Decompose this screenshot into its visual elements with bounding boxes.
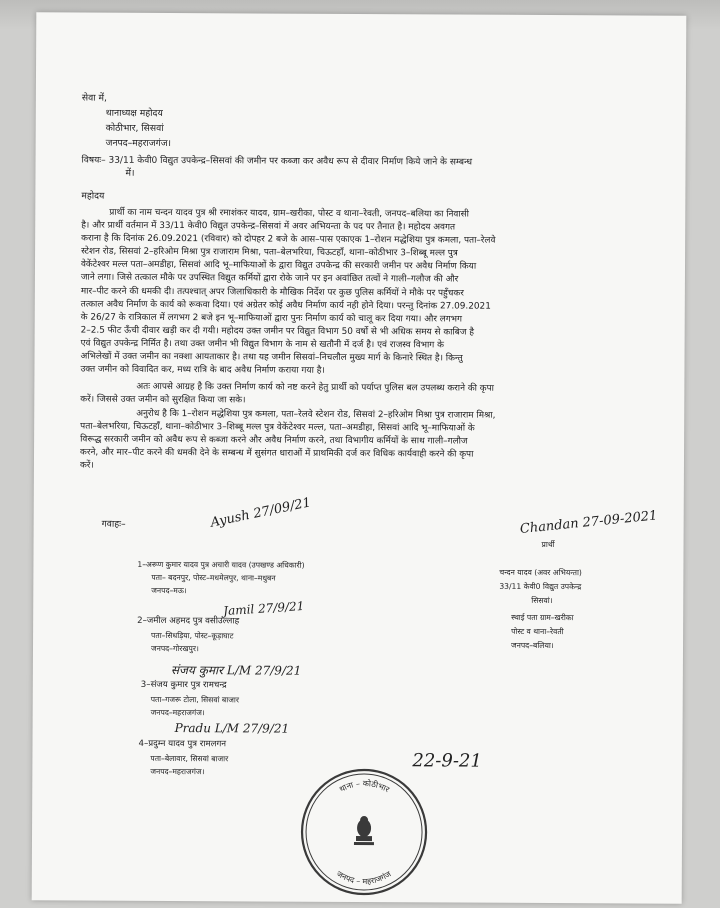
para2-line: अतः आपसे आग्रह है कि उक्त निर्माण कार्य को नष्ट करने हेतु प्रार्थी को पर्याप्त पुलिस बल उपलब्ध कराने की कृपा: [136, 381, 494, 394]
para1-line: प्रार्थी का नाम चन्दन यादव पुत्र श्री रमाशंकर यादव, ग्राम–खरीका, पोस्ट व थाना–रेवती, जनपद–बलिया का निवासी: [109, 207, 470, 220]
sender-address-village: स्थाई पता ग्राम–खरीका: [511, 612, 574, 623]
para1-line: वेकेंटेश्वर मल्ल पता–अमडीहा, सिसवां आदि भू–माफियाओं के द्वारा विद्युत उपकेन्द्र की सरकारी जमीन पर अवैध निर्माण किया: [80, 259, 477, 272]
address-district: जनपद–महराजगंज।: [105, 137, 172, 150]
subject-line-2: में।: [125, 167, 135, 179]
seal-bottom-text: जनपद – महराजगंज: [334, 869, 393, 887]
witness-1-signature: Ayush 27/09/21: [209, 495, 313, 531]
witness-2-name: 2–जमील अहमद पुत्र वसीउल्लाह: [137, 615, 240, 627]
sender-prarthi: प्रार्थी: [541, 539, 555, 550]
sender-address-district: जनपद–बलिया।: [510, 640, 554, 651]
para2-line: करें। जिससे उक्त जमीन को सुरक्षित किया जा सके।: [80, 394, 246, 406]
sender-place: सिसवां।: [531, 595, 553, 606]
subject-line: विषयः– 33/11 केवी0 विद्युत उपकेन्द्र–सिसवां की जमीन पर कब्जा कर अवैध रूप से दीवार निर्माण किये जाने के सम्बन्ध: [81, 155, 473, 168]
witness-4-signature: Pradu L/M 27/9/21: [174, 721, 290, 736]
witness-4-district: जनपद–महराजगंज।: [150, 766, 205, 777]
witness-3-signature: संजय कुमार L/M 27/9/21: [170, 663, 302, 678]
witness-2-signature: Jamil 27/9/21: [222, 598, 305, 619]
witness-1-address: पता– बदनपुर, पोस्ट–मधमेलपुर, थाना–मधुबन: [151, 572, 276, 583]
witness-1-name: 1–अरूण कुमार यादव पुत्र अचारी यादव (उपखण्ड अधिकारी): [137, 559, 305, 570]
para3-line: करने, और मार–पीट करने की धमकी देने के सम्बन्ध में सुसंगत धाराओं में प्राथमिकी दर्ज कर विधिक कार्यवाही करने की कृपा: [79, 447, 474, 460]
para3-line: पता–बेलभरिया, चिऊटहाँ, थाना–कोठीभार 3–शिब्बू मल्ल पुत्र वेकेंटेश्वर मल्ल, पता–अमडीहा, सिसवां आदि भू–माफियाओं के: [80, 421, 475, 434]
witness-3-district: जनपद–महराजगंज।: [150, 707, 205, 718]
para1-line: मार–पीट करने की धमकी दी। तत्पश्चात् अपर जिलाधिकारी के मौखिक निर्देश पर कुछ पुलिस कर्मियों ने मौके पर पहुँचकर: [80, 286, 464, 299]
addressee: थानाध्यक्ष महोदय: [105, 107, 163, 119]
para1-line: स्टेशन रोड, सिसवां 2–हरिओम मिश्रा पुत्र राजाराम मिश्रा, पता–बेलभरिया, चिऊटहाँ, थाना–कोठीभार 3–शिब्बू मल्ल पुत्र: [81, 246, 458, 259]
sender-name: चन्दन यादव (अवर अभियन्ता): [499, 567, 582, 578]
stamp-signature-date: 22-9-21: [412, 750, 482, 772]
address-to: सेवा में,: [81, 92, 107, 104]
letter-page: [32, 12, 687, 903]
para1-line: जाने लगा। जिसे तत्काल मौके पर उपस्थित विद्युत कर्मियों द्वारा रोके जाने पर इन अवांछित तत्वों ने गाली–गलौज की और: [80, 273, 459, 285]
body-paragraph-2: [80, 381, 680, 410]
witness-2-district: जनपद–गोरखपुर।: [150, 643, 199, 654]
para1-line: है। और प्रार्थी वर्तमान में 33/11 केवी0 विद्युत उपकेन्द्र–सिसवां में अवर अभियन्ता के पद पर तैनात है। महोदय अवगत: [81, 220, 456, 233]
witness-3-name: 3–संजय कुमार पुत्र रामचन्द्र: [140, 679, 227, 691]
police-station-seal: [294, 762, 435, 903]
para3-line: करें।: [79, 460, 94, 471]
para3-line: विरूद्ध सरकारी जमीन को अवैध रूप से कब्जा करने और अवैध निर्माण करने, तथा विभागीय कर्मियों के साथ गाली–गलौज: [80, 434, 468, 447]
sender-office: 33/11 केवी0 विद्युत उपकेन्द्र: [499, 581, 582, 592]
para1-line: के 26/27 के रात्रिकाल में लगभग 2 बजे इन भू–माफियाओं द्वारा पुनः निर्माण कार्य को चालू कर दिया गया। और लगभग: [80, 312, 463, 325]
witness-label: गवाहः–: [101, 518, 126, 530]
witness-1-district: जनपद–मऊ।: [151, 585, 187, 596]
sender-address-post: पोस्ट व थाना–रेवती: [511, 626, 564, 637]
body-paragraph-1: [80, 207, 681, 380]
address-place: कोठीभार, सिसवां: [105, 122, 164, 134]
witness-4-name: 4–प्रदुम्न यादव पुत्र रामलगन: [138, 738, 227, 750]
para1-line: 2–2.5 फीट ऊँची दीवार खड़ी कर दी गयी। महोदय उक्त जमीन पर विद्युत विभाग 50 वर्षो से भी अधिक समय से काबिज है: [80, 325, 474, 338]
para1-line: अभिलेखों में उक्त जमीन का नक्शा आयताकार है। तथा यह जमीन सिसवां–निचलौल मुख्य मार्ग के किनारे स्थित है। किन्तु: [80, 351, 463, 364]
para1-line: उक्त जमीन को विवादित कर, मध्य रात्रि के बाद अवैध निर्माण कराया गया है।: [80, 364, 325, 376]
salutation: महोदय: [81, 190, 105, 202]
para1-line: तत्काल अवैध निर्माण के कार्य को रूकवा दिया। एवं अग्रेतर कोई अवैध निर्माण कार्य नही होने दिया। परन्तु दिनांक 27.09.2021: [80, 299, 491, 312]
witness-3-address: पता–गजरू टोला, सिसवां बाजार: [150, 694, 239, 705]
witness-4-address: पता–बेलावार, सिसवां बाजार: [150, 753, 229, 764]
para1-line: कराना है कि दिनांक 26.09.2021 (रविवार) को दोपहर 2 बजे के आस–पास एकाएक 1–रोशन मद्धेशिया पुत्र कमला, पता–रेलवे: [81, 233, 496, 246]
body-paragraph-3: [80, 408, 680, 477]
ashoka-emblem-icon: [354, 816, 374, 845]
sender-signature: Chandan 27-09-2021: [519, 508, 659, 538]
para3-line: अनुरोध है कि 1–रोशन मद्धेशिया पुत्र कमला, पता–रेलवे स्टेशन रोड, सिसवां 2–हरिओम मिश्रा पुत्र राजाराम मिश्रा,: [136, 408, 496, 421]
para1-line: एवं विद्युत उपकेन्द्र निर्मित है। तथा उक्त जमीन भी विद्युत विभाग के नाम से खतौनी में दर्ज है। एवं राजस्व विभाग के: [80, 338, 444, 351]
seal-top-text: थाना – कोठीभार: [337, 778, 391, 795]
witness-2-address: पता–सिधड़िया, पोस्ट–कूड़ाघाट: [151, 630, 234, 641]
